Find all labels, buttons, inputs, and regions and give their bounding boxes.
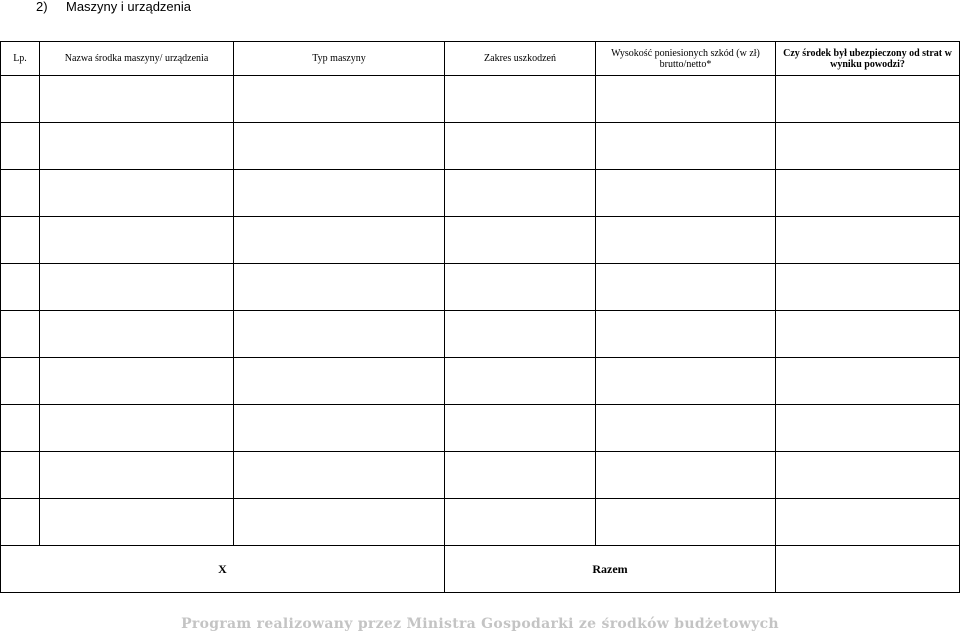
- cell-insured[interactable]: [776, 264, 960, 311]
- cell-loss-amount[interactable]: [596, 264, 776, 311]
- table-row: [1, 499, 960, 546]
- cell-damage-scope[interactable]: [445, 499, 596, 546]
- section-title: Maszyny i urządzenia: [66, 0, 191, 14]
- cell-name[interactable]: [40, 76, 234, 123]
- header-type: Typ maszyny: [234, 42, 445, 76]
- cell-type[interactable]: [234, 123, 445, 170]
- header-name: Nazwa środka maszyny/ urządzenia: [40, 42, 234, 76]
- cell-damage-scope[interactable]: [445, 358, 596, 405]
- cell-lp[interactable]: [1, 123, 40, 170]
- cell-loss-amount[interactable]: [596, 405, 776, 452]
- header-damage-scope: Zakres uszkodzeń: [445, 42, 596, 76]
- cell-lp[interactable]: [1, 358, 40, 405]
- cell-name[interactable]: [40, 170, 234, 217]
- cell-loss-amount[interactable]: [596, 311, 776, 358]
- cell-damage-scope[interactable]: [445, 217, 596, 264]
- cell-type[interactable]: [234, 170, 445, 217]
- cell-damage-scope[interactable]: [445, 452, 596, 499]
- cell-type[interactable]: [234, 499, 445, 546]
- cell-loss-amount[interactable]: [596, 452, 776, 499]
- cell-name[interactable]: [40, 452, 234, 499]
- cell-type[interactable]: [234, 358, 445, 405]
- cell-loss-amount[interactable]: [596, 123, 776, 170]
- cell-type[interactable]: [234, 452, 445, 499]
- cell-lp[interactable]: [1, 405, 40, 452]
- cell-type[interactable]: [234, 76, 445, 123]
- cell-loss-amount[interactable]: [596, 170, 776, 217]
- table-row: [1, 311, 960, 358]
- cell-damage-scope[interactable]: [445, 123, 596, 170]
- cell-lp[interactable]: [1, 76, 40, 123]
- cell-damage-scope[interactable]: [445, 264, 596, 311]
- cell-name[interactable]: [40, 123, 234, 170]
- cell-lp[interactable]: [1, 217, 40, 264]
- cell-insured[interactable]: [776, 217, 960, 264]
- header-insured: Czy środek był ubezpieczony od strat w wyniku powodzi?: [776, 42, 960, 76]
- cell-insured[interactable]: [776, 452, 960, 499]
- cell-type[interactable]: [234, 311, 445, 358]
- cell-loss-amount[interactable]: [596, 217, 776, 264]
- cell-insured[interactable]: [776, 123, 960, 170]
- cell-type[interactable]: [234, 264, 445, 311]
- cell-insured[interactable]: [776, 358, 960, 405]
- cell-insured[interactable]: [776, 311, 960, 358]
- total-row: [1, 546, 960, 593]
- total-label: Razem: [445, 546, 776, 593]
- section-number: 2): [36, 0, 48, 14]
- cell-loss-amount[interactable]: [596, 358, 776, 405]
- cell-insured[interactable]: [776, 170, 960, 217]
- table-body: [1, 76, 960, 593]
- cell-name[interactable]: [40, 217, 234, 264]
- cell-type[interactable]: [234, 217, 445, 264]
- cell-name[interactable]: [40, 358, 234, 405]
- total-x-mark: X: [1, 546, 445, 593]
- table-row: [1, 76, 960, 123]
- section-heading: [36, 0, 191, 14]
- table-row: [1, 123, 960, 170]
- table-row: [1, 358, 960, 405]
- cell-type[interactable]: [234, 405, 445, 452]
- total-insured-cell[interactable]: [776, 546, 960, 593]
- cell-lp[interactable]: [1, 452, 40, 499]
- table-row: [1, 170, 960, 217]
- cell-insured[interactable]: [776, 76, 960, 123]
- table-row: [1, 452, 960, 499]
- cell-lp[interactable]: [1, 499, 40, 546]
- cell-name[interactable]: [40, 264, 234, 311]
- footer-text: Program realizowany przez Ministra Gospodarki ze środków budżetowych: [181, 616, 779, 632]
- cell-loss-amount[interactable]: [596, 76, 776, 123]
- cell-loss-amount[interactable]: [596, 499, 776, 546]
- cell-damage-scope[interactable]: [445, 76, 596, 123]
- cell-lp[interactable]: [1, 170, 40, 217]
- damage-table: [0, 41, 960, 593]
- table-row: [1, 264, 960, 311]
- cell-damage-scope[interactable]: [445, 311, 596, 358]
- header-loss-amount: Wysokość poniesionych szkód (w zł) brutto/netto*: [596, 42, 776, 76]
- table-row: [1, 217, 960, 264]
- table-row: [1, 405, 960, 452]
- cell-damage-scope[interactable]: [445, 170, 596, 217]
- header-lp: Lp.: [1, 42, 40, 76]
- cell-insured[interactable]: [776, 499, 960, 546]
- cell-name[interactable]: [40, 499, 234, 546]
- cell-insured[interactable]: [776, 405, 960, 452]
- cell-lp[interactable]: [1, 311, 40, 358]
- cell-name[interactable]: [40, 311, 234, 358]
- cell-lp[interactable]: [1, 264, 40, 311]
- table-header-row: [1, 42, 960, 76]
- cell-name[interactable]: [40, 405, 234, 452]
- cell-damage-scope[interactable]: [445, 405, 596, 452]
